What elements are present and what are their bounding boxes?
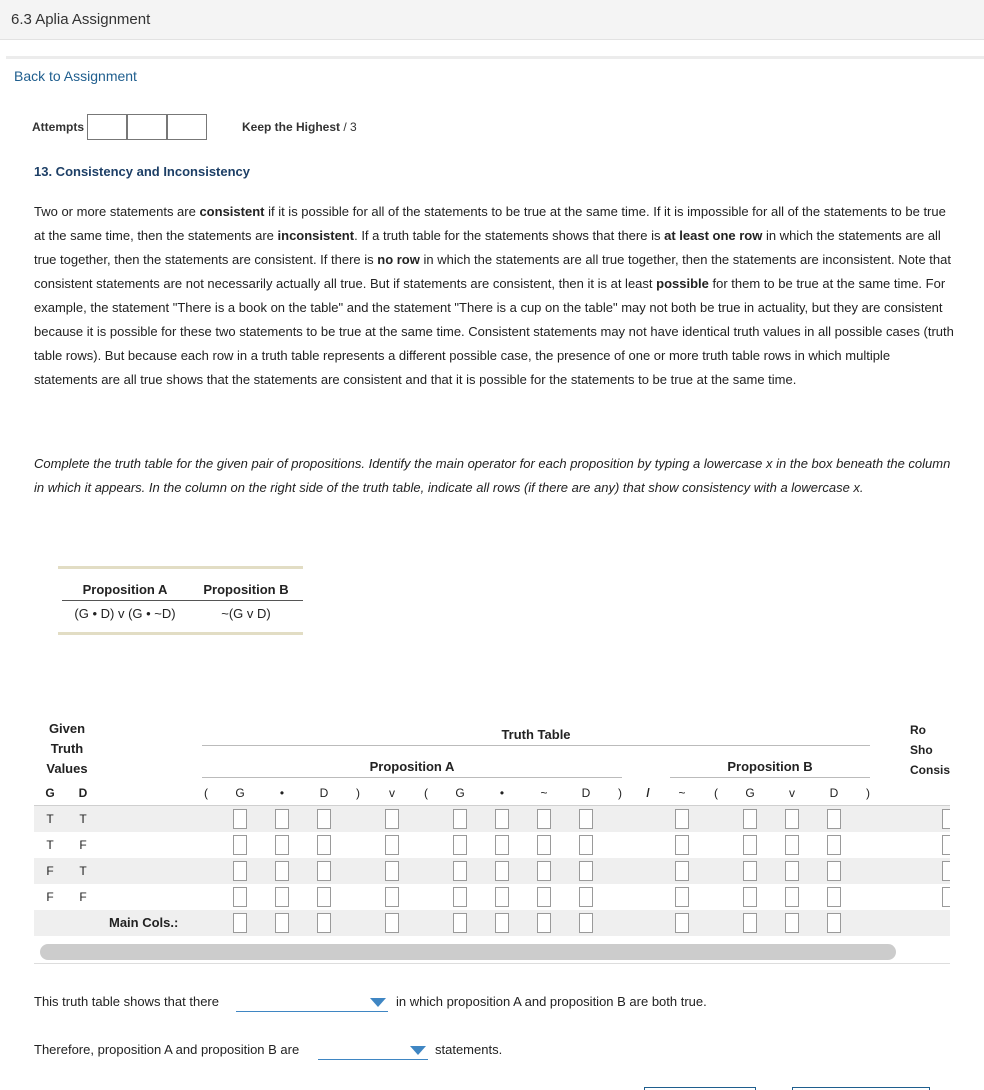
symbol-wedge: v [389, 786, 395, 800]
attempt-box-1 [87, 114, 127, 140]
sentence2-after: statements. [435, 1042, 503, 1057]
symbol-slash: / [646, 786, 650, 800]
table-row-stripe [34, 806, 950, 832]
symbol-tilde: ~ [678, 786, 686, 800]
proposition-b-value: ~(G v D) [221, 606, 271, 621]
window-title: 6.3 Aplia Assignment [11, 11, 151, 28]
main-column-cell[interactable] [579, 913, 593, 933]
truth-value-cell[interactable] [453, 835, 467, 855]
question-title: 13. Consistency and Inconsistency [34, 164, 251, 179]
main-column-cell[interactable] [385, 913, 399, 933]
given-var-g-header: G [45, 786, 55, 800]
row2-g-value: T [46, 838, 54, 852]
symbol-g: G [235, 786, 245, 800]
main-column-cell[interactable] [275, 913, 289, 933]
truth-value-cell[interactable] [537, 861, 551, 881]
symbol-close-paren: ) [356, 786, 360, 800]
truth-value-cell[interactable] [827, 887, 841, 907]
truth-value-cell[interactable] [385, 835, 399, 855]
symbol-dot: • [279, 786, 285, 800]
horizontal-scrollbar-thumb[interactable] [40, 944, 896, 960]
symbol-d: D [829, 786, 839, 800]
truth-value-cell[interactable] [537, 809, 551, 829]
truth-value-cell[interactable] [385, 809, 399, 829]
truth-value-cell[interactable] [579, 887, 593, 907]
truth-value-cell[interactable] [537, 887, 551, 907]
truth-value-cell[interactable] [453, 809, 467, 829]
truth-value-cell[interactable] [827, 835, 841, 855]
truth-value-cell[interactable] [579, 861, 593, 881]
truth-value-cell[interactable] [785, 861, 799, 881]
truth-value-cell[interactable] [785, 835, 799, 855]
symbol-open-paren: ( [424, 786, 428, 800]
main-column-cell[interactable] [675, 913, 689, 933]
definition-paragraph: Two or more statements are consistent if it is possible for all of the statements to be true at the same time. If it is impossible for all of the statements to be true at the same time, then the statements are inconsistent. If a truth table for the statements shows that there is at least one row in which the statements are all true together, then the statements are consistent. If there is no row in which the statements are all true together, then the statements are inconsistent. Note that consistent statements are not necessarily actually all true. But if statements are consistent, then it is at least possible for them to be true at the same time. For example, the statement "There is a book on the table" and the statement "There is a cup on the table" may not both be true in actuality, but they are consistent because it is possible for these two statements to be true at the same time. Consistent statements may not have identical truth values in all possible cases (truth table rows). But because each row in a truth table represents a different possible case, the presence of one or more truth table rows in which multiple statements are all true shows that the statements are consistent and that it is possible for the statements to be true at the same time. [34, 204, 954, 387]
truth-value-cell[interactable] [785, 887, 799, 907]
truth-value-cell[interactable] [233, 809, 247, 829]
truth-value-cell[interactable] [495, 861, 509, 881]
symbol-d: D [319, 786, 329, 800]
truth-value-cell[interactable] [743, 861, 757, 881]
truth-value-cell[interactable] [233, 835, 247, 855]
symbol-open-paren: ( [204, 786, 208, 800]
proposition-b-rule [670, 777, 870, 778]
truth-value-cell[interactable] [317, 887, 331, 907]
truth-value-cell[interactable] [275, 861, 289, 881]
main-column-cell[interactable] [317, 913, 331, 933]
back-to-assignment-link[interactable]: Back to Assignment [14, 68, 137, 84]
truth-value-cell[interactable] [743, 835, 757, 855]
truth-value-cell[interactable] [233, 887, 247, 907]
given-truth-values-header: Given Truth Values [46, 721, 88, 776]
proposition-b-header: Proposition B [203, 582, 289, 597]
truth-value-cell[interactable] [275, 887, 289, 907]
truth-value-cell[interactable] [785, 809, 799, 829]
row1-d-value: T [79, 812, 87, 826]
title-bar [0, 0, 984, 40]
propositions-divider [62, 600, 303, 601]
truth-value-cell[interactable] [385, 861, 399, 881]
truth-value-cell[interactable] [743, 887, 757, 907]
attempt-box-2 [127, 114, 167, 140]
rows-showing-consistency-header: Ro Sho Consis [910, 723, 951, 777]
truth-value-cell[interactable] [233, 861, 247, 881]
row2-d-value: F [79, 838, 87, 852]
table-row-stripe [34, 858, 950, 884]
keep-highest-text [242, 120, 357, 134]
truth-value-cell[interactable] [827, 809, 841, 829]
row3-g-value: F [46, 864, 54, 878]
truth-value-cell[interactable] [317, 861, 331, 881]
symbol-g: G [745, 786, 755, 800]
truth-value-cell[interactable] [537, 835, 551, 855]
truth-value-cell[interactable] [275, 809, 289, 829]
attempts-label: Attempts [32, 120, 85, 134]
truth-value-cell[interactable] [495, 835, 509, 855]
truth-value-cell[interactable] [275, 835, 289, 855]
truth-value-cell[interactable] [827, 861, 841, 881]
truth-value-cell[interactable] [675, 835, 689, 855]
row4-d-value: F [79, 890, 87, 904]
consistency-row-cell[interactable] [942, 861, 950, 881]
proposition-a-value: (G • D) v (G • ~D) [74, 606, 176, 621]
truth-value-cell[interactable] [453, 861, 467, 881]
truth-value-cell[interactable] [317, 835, 331, 855]
instructions: Complete the truth table for the given pair of propositions. Identify the main operator for each proposition by typing a lowercase x in the box beneath the column in which it appears. In the column on the right side of the truth table, indicate all rows (if there are any) that show consistency with a lowercase x. [34, 456, 951, 495]
consistency-dropdown[interactable] [318, 1040, 428, 1060]
main-columns-label: Main Cols.: [109, 915, 179, 930]
row1-g-value: T [46, 812, 54, 826]
symbol-close-paren: ) [618, 786, 622, 800]
main-column-cell[interactable] [537, 913, 551, 933]
symbol-tilde: ~ [540, 786, 548, 800]
symbol-open-paren: ( [714, 786, 718, 800]
proposition-a-column-header: Proposition A [369, 759, 455, 774]
keep-highest-label: Keep the Highest [242, 120, 341, 134]
symbol-wedge: v [789, 786, 795, 800]
consistency-row-cell[interactable] [942, 835, 950, 855]
chevron-down-icon [410, 1046, 426, 1055]
truth-table-title-rule [202, 745, 870, 746]
main-column-cell[interactable] [453, 913, 467, 933]
main-column-cell[interactable] [827, 913, 841, 933]
row4-g-value: F [46, 890, 54, 904]
symbol-g: G [455, 786, 465, 800]
truth-value-cell[interactable] [675, 861, 689, 881]
truth-value-cell[interactable] [675, 887, 689, 907]
header-divider [6, 56, 984, 59]
chevron-down-icon [370, 998, 386, 1007]
truth-table-title: Truth Table [501, 727, 571, 742]
truth-value-cell[interactable] [579, 809, 593, 829]
attempt-box-3 [167, 114, 207, 140]
given-var-d-header: D [78, 786, 88, 800]
main-column-cell[interactable] [785, 913, 799, 933]
sentence1-before: This truth table shows that there [34, 994, 219, 1009]
symbol-d: D [581, 786, 591, 800]
symbol-close-paren: ) [866, 786, 870, 800]
truth-value-cell[interactable] [385, 887, 399, 907]
sentence1-after: in which proposition A and proposition B are both true. [396, 994, 707, 1009]
row-count-dropdown[interactable] [236, 992, 388, 1012]
truth-value-cell[interactable] [675, 809, 689, 829]
symbol-dot: • [499, 786, 505, 800]
truth-value-cell[interactable] [579, 835, 593, 855]
keep-highest-score: / 3 [340, 120, 357, 134]
truth-value-cell[interactable] [453, 887, 467, 907]
row3-d-value: T [79, 864, 87, 878]
proposition-b-column-header: Proposition B [727, 759, 813, 774]
truth-value-cell[interactable] [495, 887, 509, 907]
main-column-cell[interactable] [495, 913, 509, 933]
main-column-cell[interactable] [743, 913, 757, 933]
truth-value-cell[interactable] [317, 809, 331, 829]
proposition-a-header: Proposition A [82, 582, 168, 597]
consistency-row-cell[interactable] [942, 887, 950, 907]
sentence2-before: Therefore, proposition A and proposition B are [34, 1042, 300, 1057]
main-column-cell[interactable] [233, 913, 247, 933]
truth-value-cell[interactable] [495, 809, 509, 829]
propositions-table [58, 566, 303, 635]
truth-value-cell[interactable] [743, 809, 757, 829]
proposition-a-rule [202, 777, 622, 778]
consistency-row-cell[interactable] [942, 809, 950, 829]
